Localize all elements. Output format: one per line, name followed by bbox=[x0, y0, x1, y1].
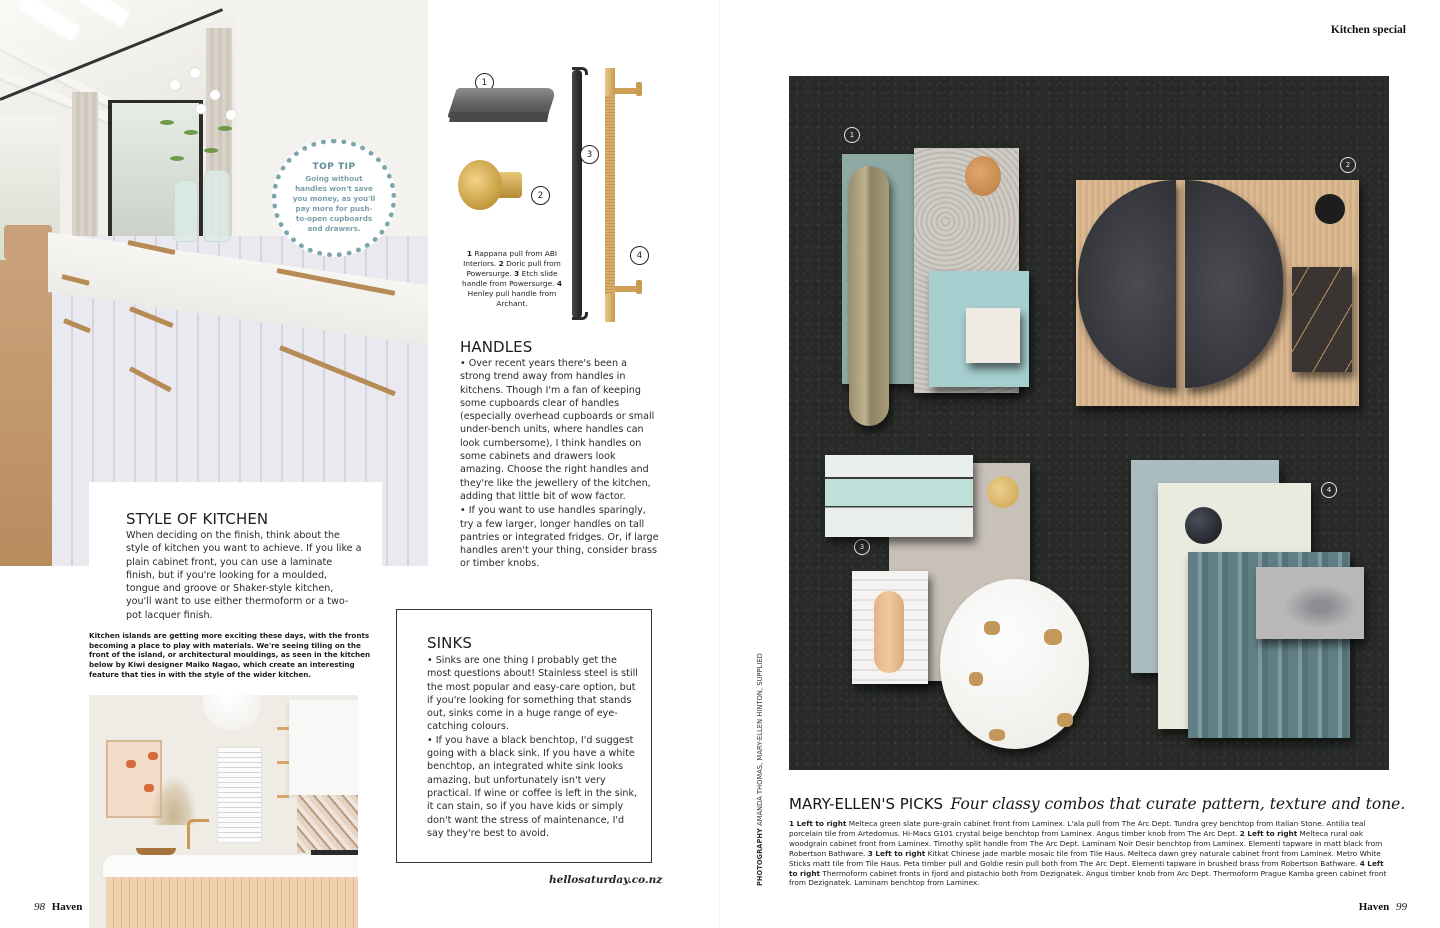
pick-number: 1 bbox=[789, 819, 795, 828]
caption-text: Doric pull from Powersurge. bbox=[466, 258, 561, 278]
flower bbox=[190, 68, 200, 78]
vase bbox=[204, 170, 230, 242]
handles-paragraph: • Over recent years there's been a strong trend away from handles in kitchens. Though I'm a fan of keeping some cupboards clear of handles (especially overhead cupboards or small under-bench units, where handles can look cumbersome), I think handles on some cabinets and drawers look amazing. Choose the right handles and they're like the jewellery of the kitchen, adding that little bit of wow factor. bbox=[460, 358, 655, 502]
peta-timber-pull bbox=[874, 591, 904, 673]
sinks-section-box bbox=[396, 609, 652, 863]
pick-number: 3 bbox=[867, 848, 873, 858]
gold-fleck bbox=[984, 621, 1000, 635]
timber-shelf bbox=[277, 761, 289, 764]
crystal-beige-benchtop-swatch bbox=[966, 308, 1020, 363]
figure-badge-2: 2 bbox=[531, 186, 550, 205]
picks-heading bbox=[789, 795, 1409, 814]
left-folio bbox=[34, 901, 82, 913]
henley-handle-cap bbox=[605, 294, 615, 322]
page-number: 98 bbox=[34, 901, 45, 913]
figure-badge-1: 1 bbox=[475, 73, 494, 92]
caption-text: Rappana pull from ABI Interiors. bbox=[463, 249, 558, 268]
caption-text: Etch slide handle from Powersurge. bbox=[462, 268, 558, 288]
gold-fleck bbox=[1057, 713, 1073, 727]
pick-number: 4 bbox=[1359, 858, 1365, 868]
style-of-kitchen-body: When deciding on the finish, think about the style of kitchen you want to achieve. If you like a plain cabinet front, you can use a laminate finish, but if you're looking for a moulded, tongue and groove or Shaker-style kitchen, you'll want to use either thermoform or a two-pot lacquer finish. bbox=[126, 530, 362, 621]
moodboard-badge-3: 3 bbox=[854, 539, 870, 555]
maiko-nagao-kitchen-photo bbox=[89, 695, 358, 928]
picks-credits bbox=[789, 819, 1389, 888]
moodboard-badge-2: 2 bbox=[1340, 157, 1356, 173]
laminam-benchtop-swatch bbox=[1256, 567, 1364, 639]
section-tag: Kitchen special bbox=[1330, 24, 1406, 36]
figure-badge-3: 3 bbox=[580, 145, 599, 164]
magazine-name: Haven bbox=[1358, 901, 1390, 913]
pick-text: Melteca rural oak woodgrain cabinet front from Laminex. Timothy split handle from The Arc Dept. Laminam Noir Desir benchtop from Laminex. Elementi tapware in matt black from Robertson Bathware. bbox=[789, 828, 1383, 858]
moodboard-photo bbox=[789, 76, 1389, 770]
noir-desir-benchtop-swatch bbox=[1292, 267, 1352, 372]
gold-fleck bbox=[969, 672, 983, 686]
gold-fleck bbox=[989, 729, 1005, 741]
etch-handle-bottom-hook bbox=[572, 312, 588, 320]
moodboard-badge-4: 4 bbox=[1321, 482, 1337, 498]
handles-figure-caption bbox=[462, 249, 562, 308]
overhead-cabinet bbox=[289, 700, 358, 795]
timber-batten-island bbox=[106, 877, 358, 928]
marble-splashback bbox=[297, 795, 358, 853]
handles-heading: HANDLES bbox=[460, 338, 533, 356]
magazine-name: Haven bbox=[51, 901, 83, 913]
flower bbox=[210, 90, 220, 100]
art-flower bbox=[126, 760, 136, 768]
vase bbox=[174, 180, 198, 242]
figure-badge-4: 4 bbox=[630, 246, 649, 265]
angus-timber-knob bbox=[965, 156, 1001, 196]
window-blind bbox=[217, 747, 262, 843]
pick-label: Left to right bbox=[872, 848, 926, 858]
island-caption: Kitchen islands are getting more exciting these days, with the fronts becoming a place to play with materials. We're seeing tiling on the front of the island, or architectural mouldings, as seen in the kitchen below by Kiwi designer Maiko Nagao, which create an interesting feature that ties in with the style of the wider kitchen. bbox=[89, 631, 371, 679]
caption-text: Henley pull handle from Archant. bbox=[467, 288, 557, 308]
sinks-paragraph: • Sinks are one thing I probably get the most questions about! Stainless steel is still the most popular and easy-care option, but if you're looking for something that stands out, sinks come in a huge range of eye-catching colours. bbox=[427, 655, 638, 733]
sinks-heading: SINKS bbox=[427, 634, 473, 652]
etch-slide-handle-image bbox=[572, 70, 582, 318]
pick-text: Kitkat Chinese jade marble mosaic tile from Tile Haus. Melteca dawn grey naturale cabinet front from Laminex. Metro White Sticks matt tile from Tile Haus. Peta timber pull and Goldie resin pull both from The Arc Dept. Elementi tapware in brushed brass from Robertson Bathware. bbox=[789, 848, 1381, 868]
henley-handle-foot bbox=[636, 280, 642, 294]
leaf bbox=[160, 120, 174, 125]
chinese-jade-mosaic-swatch bbox=[825, 455, 973, 537]
top-tip-badge bbox=[272, 139, 396, 257]
doric-pull-image bbox=[458, 160, 502, 210]
page-number: 99 bbox=[1396, 901, 1407, 913]
top-tip-title: TOP TIP bbox=[312, 162, 356, 172]
right-folio bbox=[1359, 901, 1407, 913]
caption-num: 4 bbox=[556, 278, 562, 288]
top-tip-body: Going without handles won't save you money, as you'll pay more for push-to-open cupboards and drawers. bbox=[292, 174, 376, 233]
flower bbox=[170, 80, 180, 90]
leaf bbox=[218, 126, 232, 131]
handles-section bbox=[460, 338, 660, 571]
gold-fleck bbox=[1044, 629, 1062, 645]
picks-subtitle: Four classy combos that curate pattern, texture and tone. bbox=[950, 795, 1406, 813]
etch-handle-top-hook bbox=[572, 67, 588, 75]
caption-num: 3 bbox=[514, 268, 520, 278]
photo-credit bbox=[756, 653, 764, 886]
leaf bbox=[170, 156, 184, 161]
brass-tap bbox=[187, 819, 209, 849]
handles-paragraph: • If you want to use handles sparingly, try a few larger, longer handles on tall pantries or integrated fridges. Or, if large handles aren't your thing, consider brass or timber knobs. bbox=[460, 505, 659, 570]
pick-label: Left to right bbox=[794, 819, 847, 828]
henley-handle-foot bbox=[636, 82, 642, 96]
style-of-kitchen-box bbox=[89, 482, 382, 620]
henley-pull-handle-image bbox=[605, 70, 615, 322]
armchair bbox=[4, 225, 52, 260]
photo-credit-label: PHOTOGRAPHY bbox=[756, 828, 764, 886]
lala-pull-swatch bbox=[849, 166, 889, 426]
henley-handle-cap bbox=[605, 68, 615, 96]
flower bbox=[196, 104, 206, 114]
picks-title: MARY-ELLEN'S PICKS bbox=[789, 795, 944, 813]
timber-shelf bbox=[277, 795, 289, 798]
flower bbox=[226, 110, 236, 120]
moodboard-badge-1: 1 bbox=[844, 127, 860, 143]
pick-label: Left to right bbox=[1244, 828, 1298, 838]
photo-credit-names: AMANDA THOMAS, MARY-ELLEN HINTON, SUPPLIED bbox=[756, 653, 764, 829]
fruit-bowl bbox=[136, 848, 176, 855]
rappana-pull-lip bbox=[449, 112, 549, 122]
caption-num: 2 bbox=[498, 258, 504, 268]
flower-vases bbox=[140, 60, 250, 180]
leaf bbox=[204, 148, 218, 153]
pick-number: 2 bbox=[1239, 828, 1245, 838]
pick-text: Melteca green slate pure-grain cabinet front from Laminex. L'ala pull from The Arc Dept. Tundra grey benchtop from Italian Stone. Antilia teal porcelain tile from Artedomus. Hi-Macs G101 crystal beige benchtop from Laminex. Angus timber knob from The Arc Dept. bbox=[789, 819, 1366, 838]
caption-num: 1 bbox=[466, 249, 473, 258]
angus-timber-knob-black bbox=[1185, 507, 1222, 544]
art-flower bbox=[148, 752, 158, 760]
curved-benchtop bbox=[103, 855, 358, 877]
pampas-grass bbox=[151, 775, 197, 825]
pendant-light bbox=[203, 695, 261, 731]
style-of-kitchen-heading: STYLE OF KITCHEN bbox=[126, 510, 269, 528]
matt-black-tapware-disc bbox=[1315, 194, 1345, 224]
sinks-paragraph: • If you have a black benchtop, I'd suggest going with a black sink. If you have a white benchtop, an integrated white sink looks amazing, but unfortunately isn't very practical. If wine or coffee is left in the sink, it can stain, so if you have kids or simply don't want the stress of maintenance, I'd say they're best to avoid. bbox=[427, 734, 638, 839]
pick-label: Left to right bbox=[789, 858, 1384, 878]
leaf bbox=[184, 130, 198, 135]
brass-knob bbox=[987, 476, 1019, 508]
website-url[interactable]: hellosaturday.co.nz bbox=[549, 874, 663, 886]
pick-text: Thermoform cabinet fronts in fjord and pistachio both from Dezignatek. Angus timber knob from Arc Dept. Thermoform Prague Kamba green cabinet front from Dezignatek. Laminam benchtop from Laminex. bbox=[789, 868, 1387, 888]
timber-shelf bbox=[277, 727, 289, 730]
